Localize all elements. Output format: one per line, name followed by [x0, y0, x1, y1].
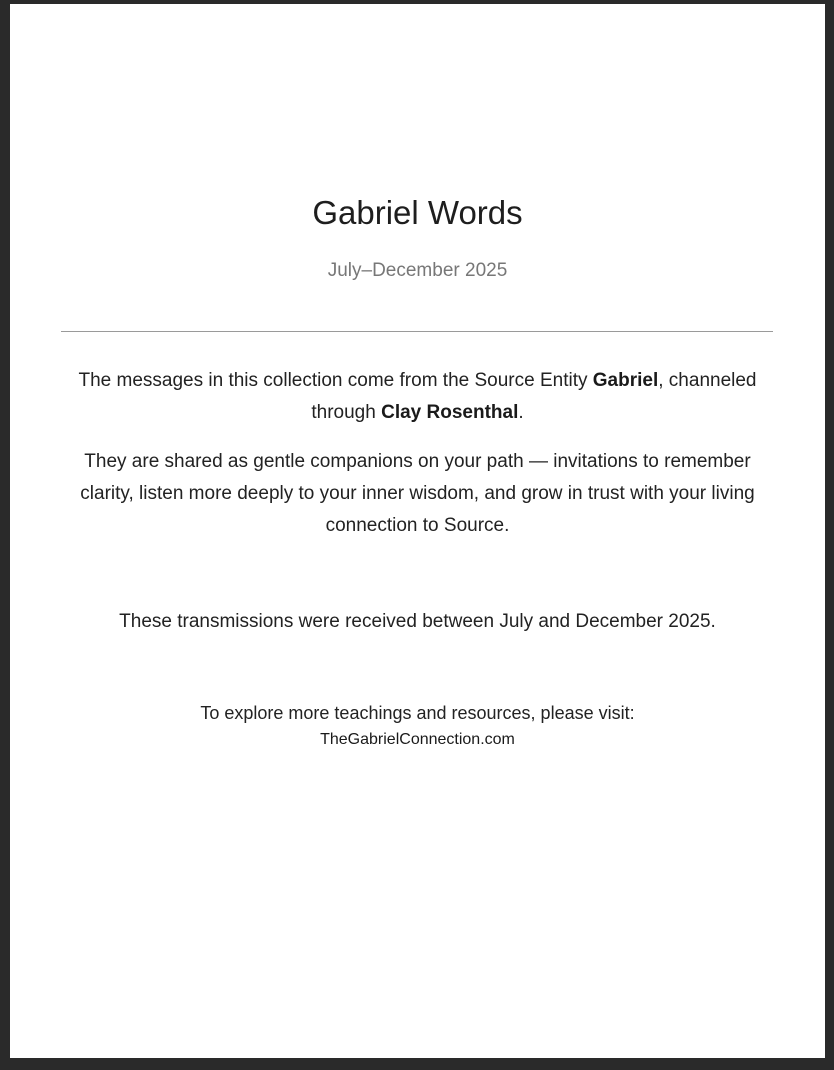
document-page — [10, 4, 825, 1058]
companions-paragraph: They are shared as gentle companions on your path — invitations to remember clarity, listen more deeply to your inner wisdom, and grow in trust with your living connection to Source. — [80, 451, 755, 536]
channel-name: Clay Rosenthal — [381, 402, 519, 423]
page-title: Gabriel Words — [312, 194, 523, 231]
website-link[interactable]: TheGabrielConnection.com — [320, 731, 515, 748]
divider — [61, 331, 773, 332]
intro-text-after: . — [518, 402, 524, 423]
entity-name: Gabriel — [592, 370, 659, 391]
transmissions-paragraph: These transmissions were received between July and December 2025. — [119, 611, 716, 632]
visit-text: To explore more teachings and resources, please visit: — [200, 703, 635, 723]
date-range-subtitle: July–December 2025 — [327, 260, 508, 281]
intro-text-middle: , channeled through — [311, 370, 757, 423]
intro-paragraph — [55, 365, 780, 429]
intro-text-before: The messages in this collection come from the Source Entity — [78, 370, 593, 391]
